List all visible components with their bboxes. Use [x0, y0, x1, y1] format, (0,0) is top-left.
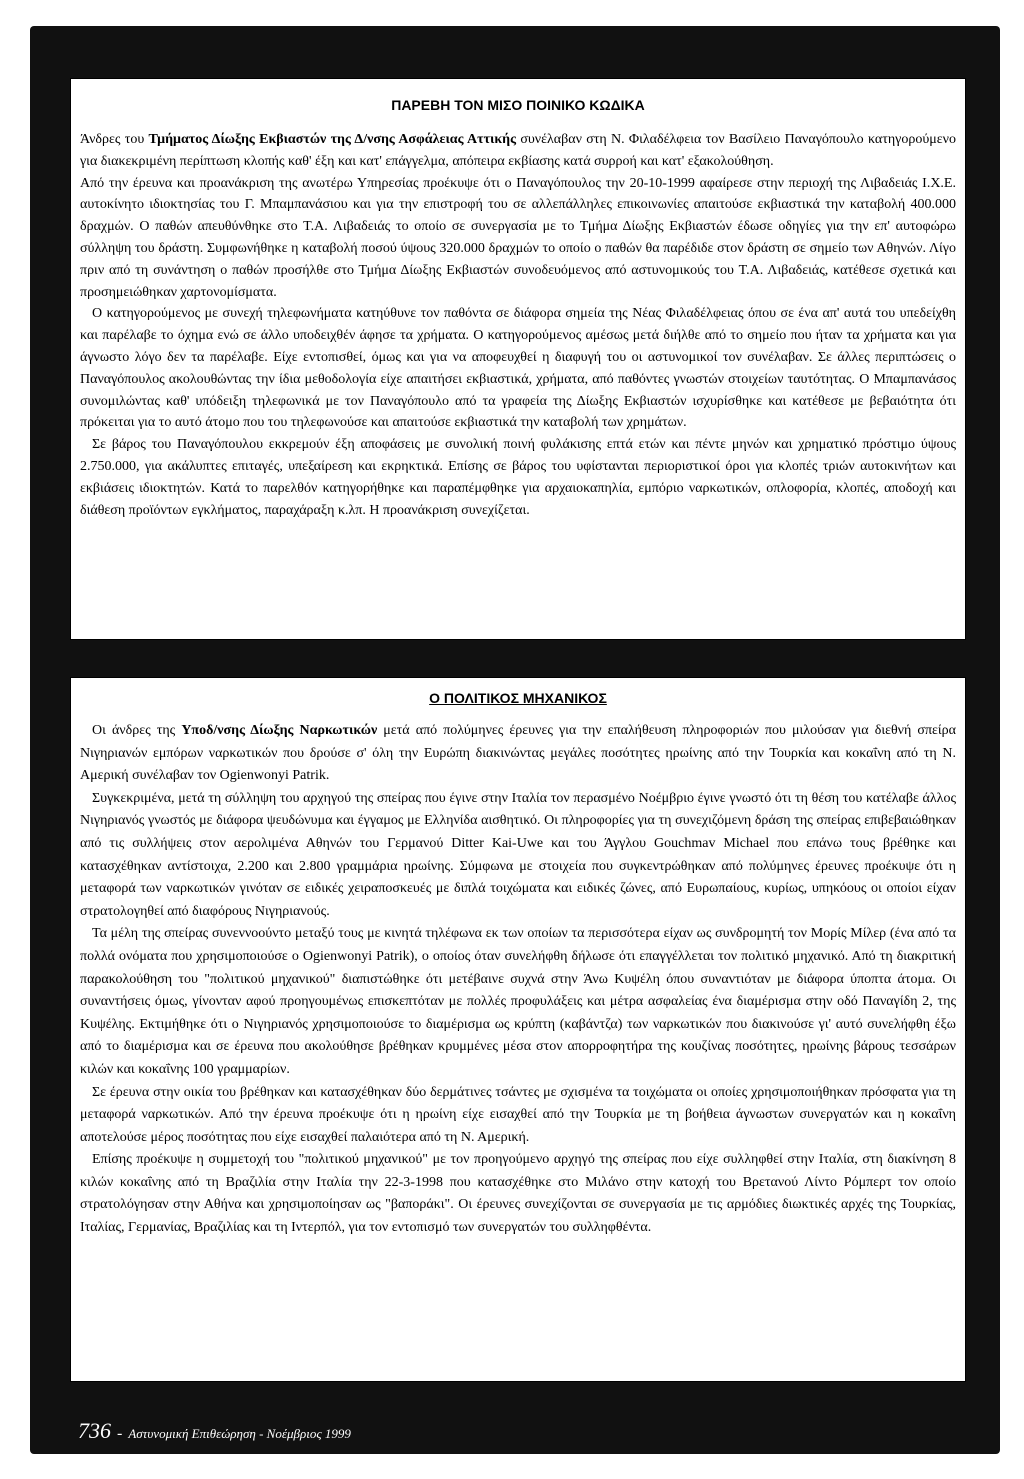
paragraph-text: συνέλαβαν στη Ν. Φιλαδέλφεια τον Βασίλειο Παναγόπουλο κατηγορούμενο για διακεκριμένη περίπτωση κλοπής καθ' έξη και κατ' επάγγελμα, απόπειρα εκβίασης κατά συρροή και κατ' εξακολούθηση. [80, 132, 956, 169]
article-paragraph-3: Ο κατηγορούμενος με συνεχή τηλεφωνήματα κατηύθυνε τον παθόντα σε διάφορα σημεία της Νέας Φιλαδέλφειας όπου σε ένα απ' αυτά του υπεδείχθη και παρέλαβε το όχημα ενώ σε άλλο υποδειχθέν άφησε τα χρήματα. Ο κατηγορούμενος αμέσως μετά διήλθε από το σημείο που ήταν τα χρήματα και για άγνωστο λόγο δεν τα παρέλαβε. Είχε εντοπισθεί, όμως και για να αποφευχθεί η διαφυγή του οι αστυνομικοί τον συνέλαβαν. Σε άλλες περιπτώσεις ο Παναγόπουλος ακολουθώντας την ίδια μεθοδολογία είχε απαιτήσει εκβιαστικά, χρήματα, από παθόντες γνωστών στοιχείων ταυτότητας. Ο Μπαμπανάσος συνομιλώντας καθ' υπόδειξη τηλεφωνικά με τον Παναγόπουλο από τα γραφεία της Δίωξης Εκβιαστών ισχυρίσθηκε και κατέθεσε με βεβαιότητα ότι πρόκειται για το αυτό άτομο που του τηλεφωνούσε και απαιτούσε εκβιαστικά την καταβολή των χρημάτων. [80, 306, 956, 431]
article-paragraph-5: Επίσης προέκυψε η συμμετοχή του "πολιτικού μηχανικού" με τον προηγούμενο αρχηγό της σπείρας που είχε συλληφθεί στην Ιταλία, στη διακίνηση 8 κιλών κοκαΐνης από τη Βραζιλία στην Ιταλία την 22-3-1998 που κατασχέθηκε στο Μιλάνο στην κατοχή του Βρετανού Λίντο Ρόμπερτ τον οποίο στρατολόγησαν στην Αθήνα και χρησιμοποίησαν ως "βαποράκι". Οι έρευνες συνεχίζονται σε συνεργασία με τις αρμόδιες διωκτικές αρχές της Τουρκίας, Ιταλίας, Γερμανίας, Βραζιλίας και τη Ιντερπόλ, για τον εντοπισμό των συνεργατών του συλληφθέντα. [80, 1152, 956, 1236]
publication-name: Αστυνομική Επιθεώρηση - Νοέμβριος 1999 [128, 1426, 351, 1441]
article-paragraph-3: Τα μέλη της σπείρας συνεννοούντο μεταξύ τους με κινητά τηλέφωνα εκ των οποίων τα περισσότερα είχαν ως συνδρομητή τον Μορίς Μίλερ (ένα από τα πολλά ονόματα που χρησιμοποιούσε ο Ogienwonyi Patrik), ο οποίος όταν συνελήφθη δήλωσε ότι επαγγέλλεται τον πολιτικό μηχανικό. Από τη διακριτική παρακολούθηση του "πολιτικού μηχανικού" διαπιστώθηκε ότι μετέβαινε συχνά στην Άνω Κυψέλη όπου συναντιόταν με διάφορα ύποπτα άτομα. Οι συναντήσεις όμως, γίνονταν αφού προηγουμένως επισκεπτόταν με πολλές προφυλάξεις και μέτρα ασφαλείας ένα διαμέρισμα στην οδό Παναγίδη 2, της Κυψέλης. Εκτιμήθηκε ότι ο Νιγηριανός χρησιμοποιούσε το διαμέρισμα ως κρύπτη (καβάντζα) των ναρκωτικών που διακινούσε γι' αυτό συνελήφθη έξω από το διαμέρισμα και σε έρευνα που ακολούθησε βρέθηκαν κρυμμένες μέσα στον απορροφητήρα της κουζίνας ποσότητες, ηρωίνης βάρους τεσσάρων κιλών και κοκαΐνης 100 γραμμαρίων. [80, 926, 956, 1077]
article-paragraph-2: Από την έρευνα και προανάκριση της ανωτέρω Υπηρεσίας προέκυψε ότι ο Παναγόπουλος την 20-10-1999 αφαίρεσε στην περιοχή της Λιβαδειάς Ι.Χ.Ε. αυτοκίνητο ιδιοκτησίας του Γ. Μπαμπανάσιου και για την επιστροφή του σε αλλεπάλληλες επικοινωνίες απαιτούσε εκβιαστικά την καταβολή 400.000 δραχμών. Ο παθών απευθύνθηκε στο Τ.Α. Λιβαδειάς το οποίο σε συνεργασία με το Τμήμα Δίωξης Εκβιαστών έδωσε οδηγίες για την επ' αυτοφώρω σύλληψη του δράστη. Συμφωνήθηκε η καταβολή ποσού ύψους 320.000 δραχμών το οποίο ο παθών θα παρέδιδε στον δράστη σε σημείο των Αθηνών. Λίγο πριν από τη συνάντηση ο παθών προσήλθε στο Τμήμα Δίωξης Εκβιαστών συνοδευόμενος από αστυνομικούς του Τ.Α. Λιβαδειάς, κατέθεσε σχετικά και προσημειώθηκαν χαρτονομίσματα. [80, 175, 956, 300]
article-paragraph-4: Σε έρευνα στην οικία του βρέθηκαν και κατασχέθηκαν δύο δερμάτινες τσάντες με σχισμένα τα τοιχώματα οι οποίες χρησιμοποιήθηκαν πρόσφατα για τη μεταφορά ναρκωτικών. Από την έρευνα προέκυψε ότι η ηρωίνη είχε εισαχθεί από την Τουρκία με τη βοήθεια άγνωστων συνεργατών και η κοκαΐνη αποτελούσε μέρος ποσότητας που είχε εισαχθεί παλαιότερα από τη Ν. Αμερική. [80, 1084, 956, 1145]
paragraph-text: μετά από πολύμηνες έρευνες για την επαλήθευση πληροφοριών που μιλούσαν για διεθνή σπείρα Νιγηριανών εμπόρων ναρκωτικών που δρούσε σ' όλη την Ευρώπη διακινώντας μεγάλες ποσότητες ηρωίνης από την Τουρκία και κοκαΐνη από τη Ν. Αμερική συνέλαβαν τον Ogienwonyi Patrik. [80, 723, 956, 784]
paragraph-text: Οι άνδρες της [92, 723, 182, 738]
paragraph-bold-text: Τμήματος Δίωξης Εκβιαστών της Δ/νσης Ασφάλειας Αττικής [148, 132, 517, 147]
page-number: 736 [78, 1418, 111, 1443]
article-box-penal-code [70, 78, 966, 640]
article-paragraph-1 [80, 129, 956, 173]
paragraph-text: Άνδρες του [80, 132, 149, 147]
paragraph-bold-text: Υποδ/νσης Δίωξης Ναρκωτικών [181, 723, 378, 738]
article-title: Ο ΠΟΛΙΤΙΚΟΣ ΜΗΧΑΝΙΚΟΣ [429, 690, 607, 706]
page-footer [78, 1418, 351, 1444]
article-paragraph-4: Σε βάρος του Παναγόπουλου εκκρεμούν έξη αποφάσεις με συνολική ποινή φυλάκισης επτά ετών και πέντε μηνών και χρηματικό πρόστιμο ύψους 2.750.000, για ακάλυπτες επιταγές, υπεξαίρεση και εκρηκτικά. Επίσης σε βάρος του υφίστανται περιοριστικοί όροι για κλοπές τριών αυτοκινήτων και εκβιάσεις ιδιοκτητών. Κατά το παρελθόν κατηγορήθηκε και παραπέμφθηκε για αρχαιοκαπηλία, εμπόριο ναρκωτικών, οπλοφορία, κλοπές, αποδοχή και διάθεση προϊόντων εγκλήματος, παραχάραξη κ.λπ. Η προανάκριση συνεχίζεται. [80, 437, 956, 518]
footer-dash: - [117, 1425, 123, 1442]
article-box-civil-engineer [70, 677, 966, 1382]
article-paragraph-1 [80, 720, 956, 788]
article-title: ΠΑΡΕΒΗ ΤΟΝ ΜΙΣΟ ΠΟΙΝΙΚΟ ΚΩΔΙΚΑ [391, 97, 645, 113]
article-paragraph-2: Συγκεκριμένα, μετά τη σύλληψη του αρχηγού της σπείρας που έγινε στην Ιταλία τον περασμένο Νοέμβριο έγινε γνωστό ότι τη θέση του κατέλαβε άλλος Νιγηριανός γνωστός με διάφορα ψευδώνυμα και έγγαμος με Ελληνίδα αισθητικό. Οι πληροφορίες για τη συνεχιζόμενη δράση της σπείρας επιβεβαιώθηκαν από τις συλλήψεις στον αερολιμένα Αθηνών του Γερμανού Ditter Kai-Uwe και του Άγγλου Gouchmav Michael που επάνω τους βρέθηκε και κατασχέθηκαν αντίστοιχα, 2.200 και 2.800 γραμμάρια ηρωίνης. Σύμφωνα με στοιχεία που συγκεντρώθηκαν από πολύμηνες έρευνες προέκυψε ότι η μεταφορά των ναρκωτικών γινόταν σε ειδικές χειραποσκευές με διπλά τοιχώματα και ειδικές ζώνες, από Ευρωπαίους, κυρίως, υπηκόους οι οποίοι είχαν στρατολογηθεί από διαφόρους Νιγηριανούς. [80, 790, 956, 919]
